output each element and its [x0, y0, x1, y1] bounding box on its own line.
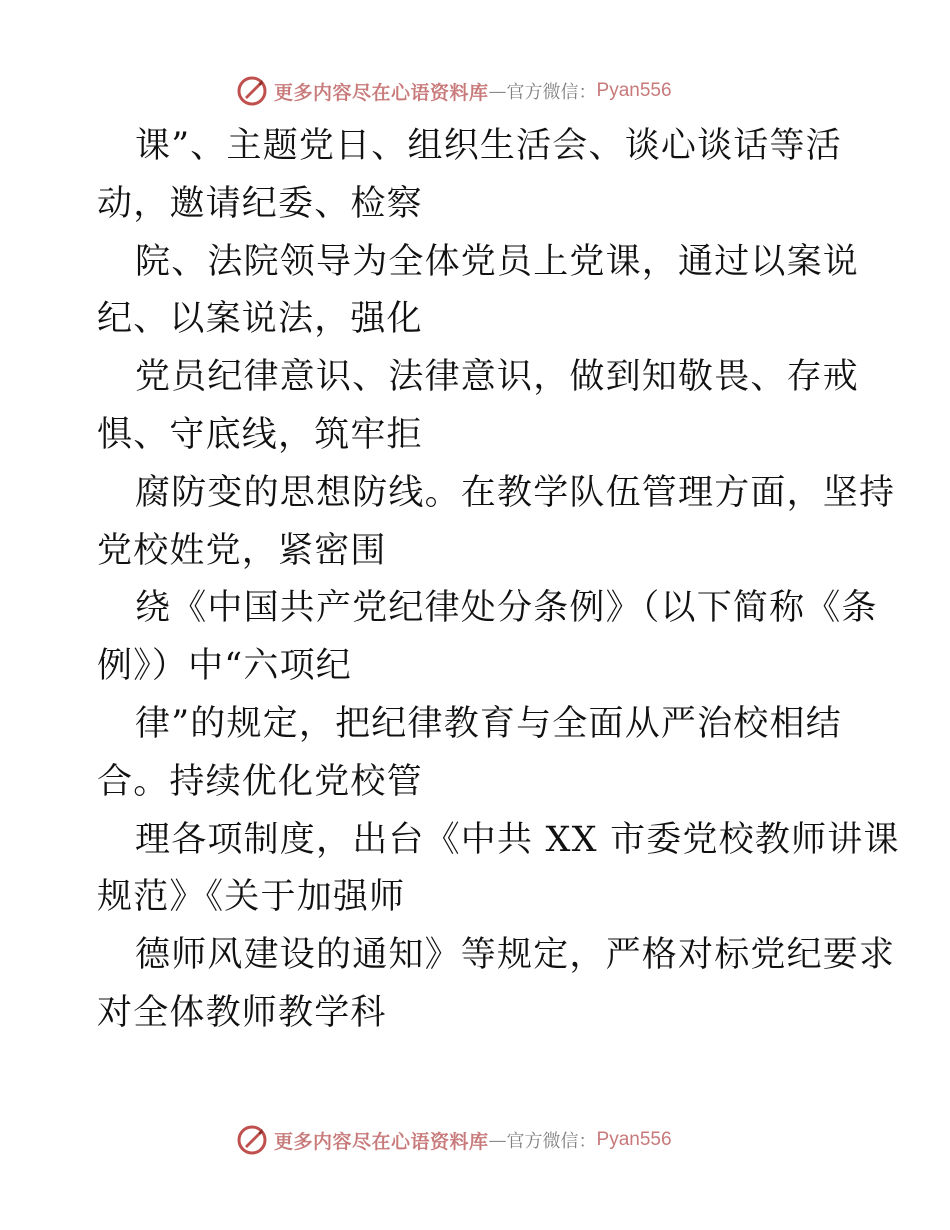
- text-line: 惧、守底线，筑牢拒: [97, 414, 423, 455]
- watermark-wechat-id: Pyan556: [596, 1129, 672, 1150]
- quill-pen-logo-icon: [236, 1124, 268, 1156]
- watermark-dash: —: [488, 80, 507, 102]
- footer-watermark: [236, 1124, 672, 1156]
- watermark-wechat-label: 官方微信：: [506, 82, 597, 103]
- text-line: 动，邀请纪委、检察: [97, 183, 423, 224]
- text-line: 课”、主题党日、组织生活会、谈心谈话等活: [135, 126, 842, 166]
- text-line: 例》）中“六项纪: [97, 646, 352, 687]
- text-line: 纪、以案说法，强化: [97, 299, 423, 340]
- text-line: 律”的规定，把纪律教育与全面从严治校相结: [135, 703, 842, 744]
- watermark-dash: —: [488, 1129, 507, 1151]
- text-line: 对全体教师教学科: [97, 992, 387, 1033]
- text-line: 党员纪律意识、法律意识，做到知敬畏、存戒: [135, 357, 860, 398]
- text-line: 党校姓党，紧密围: [97, 530, 387, 571]
- text-line: 德师风建设的通知》等规定，严格对标党纪要求: [135, 935, 896, 976]
- watermark-wechat-id: Pyan556: [596, 80, 672, 101]
- watermark-main-text: 更多内容尽在心语资料库: [274, 81, 489, 104]
- document-body: [97, 118, 900, 1043]
- watermark-wechat-label: 官方微信：: [506, 1131, 597, 1152]
- text-line: 理各项制度，出台《中共 XX 市委党校教师讲课: [135, 819, 900, 860]
- text-line: 合。持续优化党校管: [97, 761, 423, 802]
- quill-pen-logo-icon: [236, 75, 268, 107]
- text-line: 规范》《关于加强师: [97, 877, 406, 918]
- text-line: 院、法院领导为全体党员上党课，通过以案说: [135, 241, 860, 282]
- text-line: 绕《中国共产党纪律处分条例》（以下简称《条: [135, 588, 878, 629]
- text-line: 腐防变的思想防线。在教学队伍管理方面，坚持: [135, 472, 896, 513]
- watermark-main-text: 更多内容尽在心语资料库: [274, 1130, 489, 1153]
- header-watermark: [236, 75, 672, 107]
